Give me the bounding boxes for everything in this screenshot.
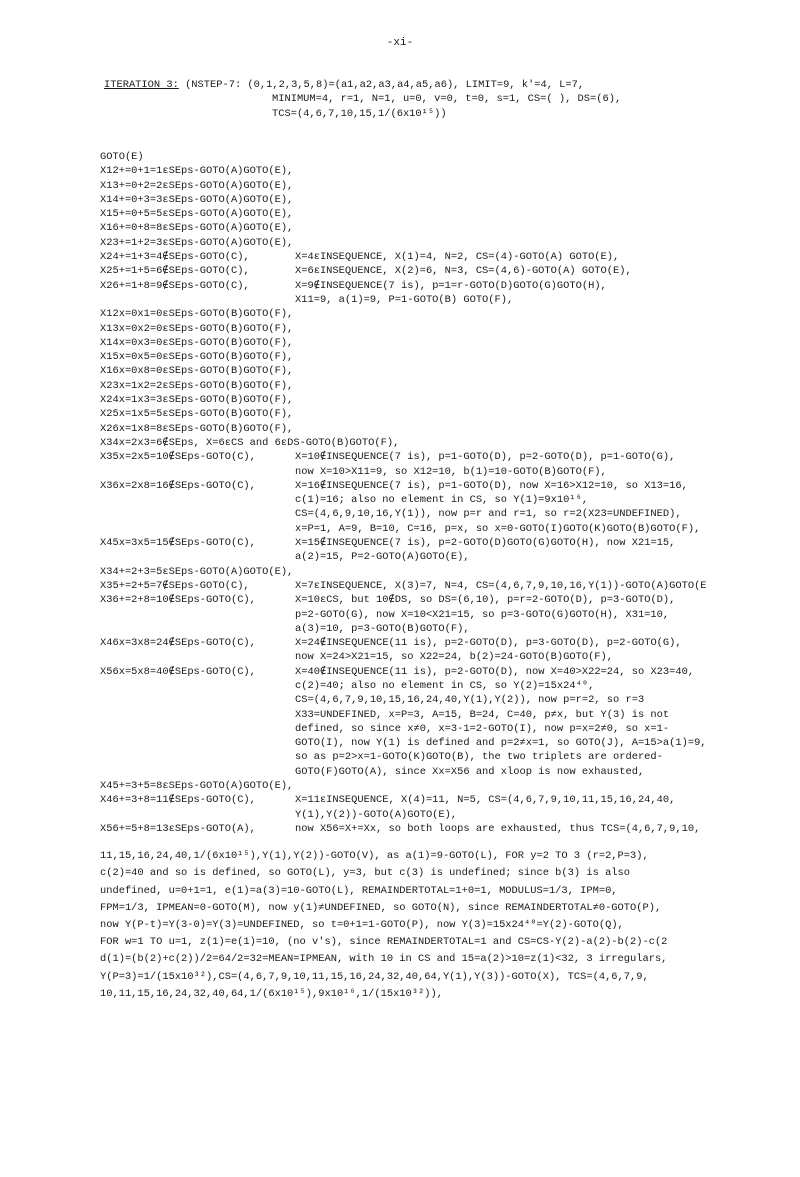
product-steps-block bbox=[100, 307, 800, 450]
step-entry-line: X=7εINSEQUENCE, X(3)=7, N=4, CS=(4,6,7,9,10,16,Y(1))-GOTO(A)GOTO(E bbox=[295, 579, 707, 592]
step-line: X25x=1x5=5εSEps-GOTO(B)GOTO(F), bbox=[100, 408, 294, 421]
step-entry bbox=[100, 450, 800, 479]
step-entry-value bbox=[295, 665, 800, 779]
step-entry-line: Y(1),Y(2))-GOTO(A)GOTO(E), bbox=[295, 808, 458, 821]
step-line: X14x=0x3=0εSEps-GOTO(B)GOTO(F), bbox=[100, 336, 294, 349]
step-entry bbox=[100, 636, 800, 665]
iteration-label: ITERATION 3: bbox=[104, 79, 179, 91]
step-entry-line: X=16∉INSEQUENCE(7 is), p=1-GOTO(D), now X=16>X12=10, so X13=16, bbox=[295, 479, 688, 492]
step-entry-line: X=6εINSEQUENCE, X(2)=6, N=3, CS=(4,6)-GOTO(A) GOTO(E), bbox=[295, 265, 632, 278]
iteration-header bbox=[104, 78, 794, 121]
step-entry-key: X56+=5+8=13εSEps-GOTO(A), bbox=[100, 822, 256, 835]
step-entry-key: X35x=2x5=10∉SEps-GOTO(C), bbox=[100, 451, 256, 464]
step-entry-key: X24+=1+3=4∉SEps-GOTO(C), bbox=[100, 251, 250, 264]
step-line: X23x=1x2=2εSEps-GOTO(B)GOTO(F), bbox=[100, 379, 294, 392]
step-entry-line: X=10εCS, but 10∉DS, so DS=(6,10), p=r=2-GOTO(D), p=3-GOTO(D), bbox=[295, 594, 676, 607]
step-entry-key: X56x=5x8=40∉SEps-GOTO(C), bbox=[100, 665, 256, 678]
step-line: Y(P=3)=1/(15x10³²),CS=(4,6,7,9,10,11,15,16,24,32,40,64,Y(1),Y(3))-GOTO(X), TCS=(4,6,7,9, bbox=[100, 970, 649, 983]
step-entry bbox=[100, 536, 800, 565]
step-line: X26x=1x8=8εSEps-GOTO(B)GOTO(F), bbox=[100, 422, 294, 435]
step-entry-line: c(1)=16; also no element in CS, so Y(1)=9x10¹⁶, bbox=[295, 494, 589, 507]
header-line-3: TCS=(4,6,7,10,15,1/(6x10¹⁵)) bbox=[272, 107, 447, 120]
step-line: X13+=0+2=2εSEps-GOTO(A)GOTO(E), bbox=[100, 179, 294, 192]
page-number: -xi- bbox=[386, 37, 414, 49]
step-entry-key: X36+=2+8=10∉SEps-GOTO(C), bbox=[100, 594, 256, 607]
step-entry-line: X33=UNDEFINED, x=P=3, A=15, B=24, C=40, p≠x, but Y(3) is not bbox=[295, 708, 670, 721]
step-entry-line: x=P=1, A=9, B=10, C=16, p=x, so x=0-GOTO(I)GOTO(K)GOTO(B)GOTO(F), bbox=[295, 522, 701, 535]
summary-paragraph bbox=[100, 848, 800, 1003]
step-entry-line: X=15∉INSEQUENCE(7 is), p=2-GOTO(D)GOTO(G)GOTO(H), now X21=15, bbox=[295, 537, 676, 550]
step-entry-value bbox=[295, 450, 800, 479]
step-entry-line: now X=10>X11=9, so X12=10, b(1)=10-GOTO(B)GOTO(F), bbox=[295, 465, 607, 478]
step-entry-line: defined, so since x≠0, x=3-1=2-GOTO(I), now p=x=2≠0, so x=1- bbox=[295, 722, 670, 735]
step-line: d(1)=(b(2)+c(2))/2=64/2=32=MEAN=IPMEAN, with 10 in CS and 15=a(2)>10=z(1)<32, 3 irregulars, bbox=[100, 953, 668, 966]
iteration-body bbox=[100, 150, 800, 1003]
step-line: X12x=0x1=0εSEps-GOTO(B)GOTO(F), bbox=[100, 308, 294, 321]
x34-line: X34+=2+3=5εSEps-GOTO(A)GOTO(E), bbox=[100, 565, 294, 578]
step-entry-value bbox=[295, 250, 800, 264]
step-entry-line: so as p=2>x=1-GOTO(K)GOTO(B), the two triplets are ordered- bbox=[295, 751, 663, 764]
step-line: now Y(P-t)=Y(3-0)=Y(3)=UNDEFINED, so t=0+1=1-GOTO(P), now Y(3)=15x24⁴⁰=Y(2)-GOTO(Q), bbox=[100, 919, 624, 931]
step-entry-value bbox=[295, 636, 800, 665]
step-entry bbox=[100, 279, 800, 308]
step-line: FPM=1/3, IPMEAN=0-GOTO(M), now y(1)≠UNDEFINED, so GOTO(N), since REMAINDERTOTAL≠0-GOTO(P), bbox=[100, 901, 662, 914]
step-entry-key: X26+=1+8=9∉SEps-GOTO(C), bbox=[100, 279, 250, 292]
step-entry-line: a(2)=15, P=2-GOTO(A)GOTO(E), bbox=[295, 551, 470, 564]
step-entry bbox=[100, 593, 800, 636]
step-line: X23+=1+2=3εSEps-GOTO(A)GOTO(E), bbox=[100, 236, 294, 249]
step-entry-value bbox=[295, 479, 800, 536]
step-line: c(2)=40 and so is defined, so GOTO(L), y=3, but c(3) is undefined; since b(3) is also bbox=[100, 867, 631, 880]
step-entry-key: X46x=3x8=24∉SEps-GOTO(C), bbox=[100, 637, 256, 650]
step-entry-key: X36x=2x8=16∉SEps-GOTO(C), bbox=[100, 479, 256, 492]
step-line: X15x=0x5=0εSEps-GOTO(B)GOTO(F), bbox=[100, 351, 294, 364]
step-entry-line: GOTO(I), now Y(1) is defined and p=2≠x=1, so GOTO(J), A=15>a(1)=9, bbox=[295, 737, 707, 750]
step-entry-line: X=11εINSEQUENCE, X(4)=11, N=5, CS=(4,6,7,9,10,11,15,16,24,40, bbox=[295, 794, 676, 807]
step-entry-line: a(3)=10, p=3-GOTO(B)GOTO(F), bbox=[295, 622, 470, 635]
step-entry bbox=[100, 579, 800, 593]
step-entry bbox=[100, 479, 800, 536]
step-entry-value bbox=[295, 264, 800, 278]
step-entry-value bbox=[295, 793, 800, 822]
step-line: 10,11,15,16,24,32,40,64,1/(6x10¹⁵),9x10¹⁶,1/(15x10³²)), bbox=[100, 987, 443, 1000]
step-entry-key: X35+=2+5=7∉SEps-GOTO(C), bbox=[100, 579, 250, 592]
step-line: X24x=1x3=3εSEps-GOTO(B)GOTO(F), bbox=[100, 394, 294, 407]
step-entry-line: CS=(4,6,9,10,16,Y(1)), now p=r and r=1, so r=2(X23=UNDEFINED), bbox=[295, 508, 682, 521]
step-entry-line: c(2)=40; also no element in CS, so Y(2)=15x24⁴⁰, bbox=[295, 679, 595, 692]
x45-line: X45+=3+5=8εSEps-GOTO(A)GOTO(E), bbox=[100, 780, 294, 793]
step-entry-line: X=10∉INSEQUENCE(7 is), p=1-GOTO(D), p=2-GOTO(D), p=1-GOTO(G), bbox=[295, 451, 676, 464]
step-entry-line: X11=9, a(1)=9, P=1-GOTO(B) GOTO(F), bbox=[295, 293, 514, 306]
step-entry-value bbox=[295, 536, 800, 565]
step-entry bbox=[100, 793, 800, 822]
step-entry-line: now X=24>X21=15, so X22=24, b(2)=24-GOTO(B)GOTO(F), bbox=[295, 651, 614, 664]
step-entry bbox=[100, 250, 800, 264]
step-line: 11,15,16,24,40,1/(6x10¹⁵),Y(1),Y(2))-GOTO(V), as a(1)=9-GOTO(L), FOR y=2 TO 3 (r=2,P=3), bbox=[100, 850, 649, 863]
step-entry-line: p=2-GOTO(G), now X=10<X21=15, so p=3-GOTO(G)GOTO(H), X31=10, bbox=[295, 608, 670, 621]
step-entry bbox=[100, 264, 800, 278]
goto-e-line: GOTO(E) bbox=[100, 151, 144, 163]
step-line: X16+=0+8=8εSEps-GOTO(A)GOTO(E), bbox=[100, 222, 294, 235]
step-line: X34x=2x3=6∉SEps, X=6εCS and 6εDS-GOTO(B)GOTO(F), bbox=[100, 436, 400, 449]
step-entry-line: X=24∉INSEQUENCE(11 is), p=2-GOTO(D), p=3-GOTO(D), p=2-GOTO(G), bbox=[295, 637, 682, 650]
step-line: FOR w=1 TO u=1, z(1)=e(1)=10, (no v's), since REMAINDERTOTAL=1 and CS=CS-Y(2)-a(2)-b(2)-c(2 bbox=[100, 936, 668, 949]
step-entry-line: CS=(4,6,7,9,10,15,16,24,40,Y(1),Y(2)), now p=r=2, so r=3 bbox=[295, 694, 645, 707]
sum-entries-block bbox=[100, 250, 800, 307]
step-entry-line: now X56=X+=Xx, so both loops are exhausted, thus TCS=(4,6,7,9,10, bbox=[295, 822, 701, 835]
final-entries-block bbox=[100, 793, 800, 836]
step-line: X15+=0+5=5εSEps-GOTO(A)GOTO(E), bbox=[100, 208, 294, 221]
step-entry-key: X46+=3+8=11∉SEps-GOTO(C), bbox=[100, 794, 256, 807]
step-line: X13x=0x2=0εSEps-GOTO(B)GOTO(F), bbox=[100, 322, 294, 335]
header-line-2: MINIMUM=4, r=1, N=1, u=0, v=0, t=0, s=1, CS=( ), DS=(6), bbox=[272, 93, 622, 106]
step-entry-value bbox=[295, 822, 800, 836]
step-entry bbox=[100, 665, 800, 779]
step-entry-value bbox=[295, 579, 800, 593]
step-line: undefined, u=0+1=1, e(1)=a(3)=10-GOTO(L), REMAINDERTOTAL=1+0=1, MODULUS=1/3, IPM=0, bbox=[100, 884, 618, 897]
step-line: X12+=0+1=1εSEps-GOTO(A)GOTO(E), bbox=[100, 165, 294, 178]
step-entry-line: GOTO(F)GOTO(A), since Xx=X56 and xloop is now exhausted, bbox=[295, 765, 645, 778]
step-entry-key: X45x=3x5=15∉SEps-GOTO(C), bbox=[100, 537, 256, 550]
step-line: X16x=0x8=0εSEps-GOTO(B)GOTO(F), bbox=[100, 365, 294, 378]
step-entry-value bbox=[295, 593, 800, 636]
header-line-1: (NSTEP-7: (0,1,2,3,5,8)=(a1,a2,a3,a4,a5,a6), LIMIT=9, k'=4, L=7, bbox=[178, 79, 585, 91]
step-entry-value bbox=[295, 279, 800, 308]
step-entry bbox=[100, 822, 800, 836]
step-entry-line: X=9∉INSEQUENCE(7 is), p=1=r-GOTO(D)GOTO(G)GOTO(H), bbox=[295, 279, 607, 292]
product-entries-block bbox=[100, 450, 800, 564]
step-entry-line: X=4εINSEQUENCE, X(1)=4, N=2, CS=(4)-GOTO(A) GOTO(E), bbox=[295, 251, 620, 264]
step-line: X14+=0+3=3εSEps-GOTO(A)GOTO(E), bbox=[100, 193, 294, 206]
step-entry-key: X25+=1+5=6∉SEps-GOTO(C), bbox=[100, 265, 250, 278]
step-entry-line: X=40∉INSEQUENCE(11 is), p=2-GOTO(D), now X=40>X22=24, so X23=40, bbox=[295, 665, 695, 678]
continued-entries-block bbox=[100, 579, 800, 779]
sum-steps-block bbox=[100, 164, 800, 250]
